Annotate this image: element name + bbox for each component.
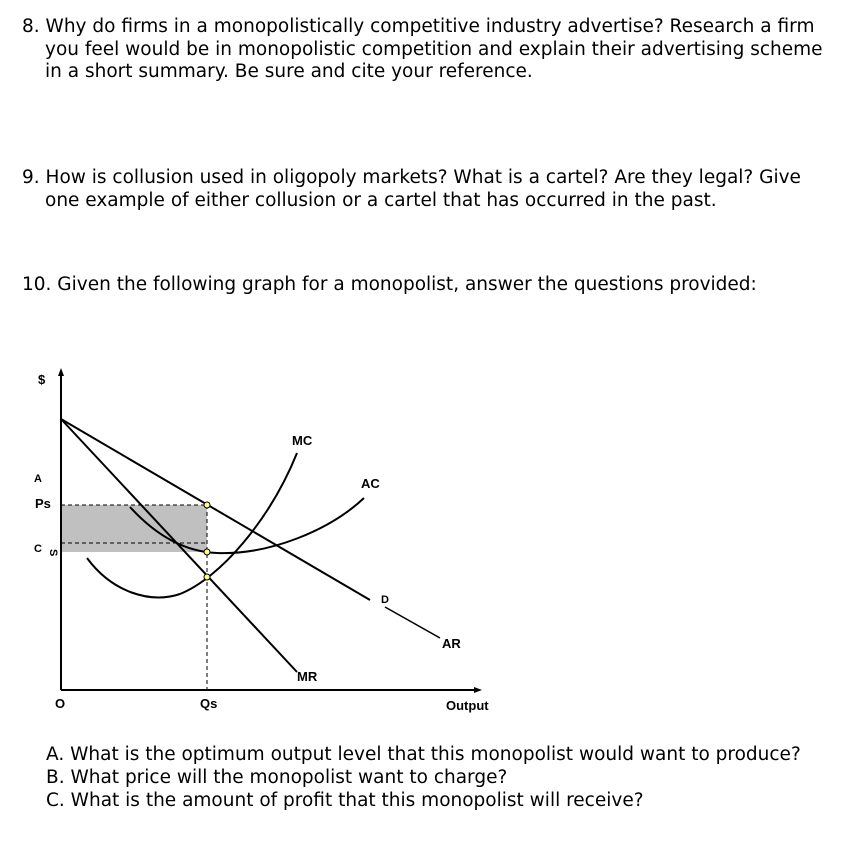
label-qs: Qs [200,696,218,711]
question-9-line-2: one example of either collusion or a cartel that has occurred in the past. [45,189,717,211]
x-axis-arrow [474,687,482,693]
label-d: D [381,594,389,606]
label-origin: O [55,696,66,711]
label-ar: AR [442,636,461,651]
sub-question-c: C. What is the amount of profit that this monopolist will receive? [46,790,644,811]
question-8-line-2: you feel would be in monopolistic competition and explain their advertising scheme [45,38,823,60]
sub-question-a: A. What is the optimum output level that this monopolist would want to produce? [46,744,801,765]
label-ac: AC [361,476,380,491]
price-point [204,502,210,508]
question-10-line-1: 10. Given the following graph for a monopolist, answer the questions provided: [22,274,757,295]
label-ps: Ps [35,496,51,511]
label-s: S [47,549,59,557]
cost-point [204,549,210,555]
sub-question-b: B. What price will the monopolist want to charge? [46,767,508,788]
y-axis-label: $ [38,372,46,387]
ar-curve [385,607,440,638]
label-a: A [34,473,42,485]
label-c: C [34,543,42,555]
label-mr: MR [297,669,318,684]
question-9-line-1: 9. How is collusion used in oligopoly markets? What is a cartel? Are they legal? Give [22,167,801,188]
mr-mc-intersection [204,574,210,580]
sub-questions [46,743,801,812]
question-8-line-1: 8. Why do firms in a monopolistically competitive industry advertise? Research a firm [22,16,815,37]
x-axis-label: Output [446,698,489,713]
label-mc: MC [292,433,313,448]
question-8-line-3: in a short summary. Be sure and cite your reference. [45,61,533,82]
y-axis-arrow [58,368,64,376]
